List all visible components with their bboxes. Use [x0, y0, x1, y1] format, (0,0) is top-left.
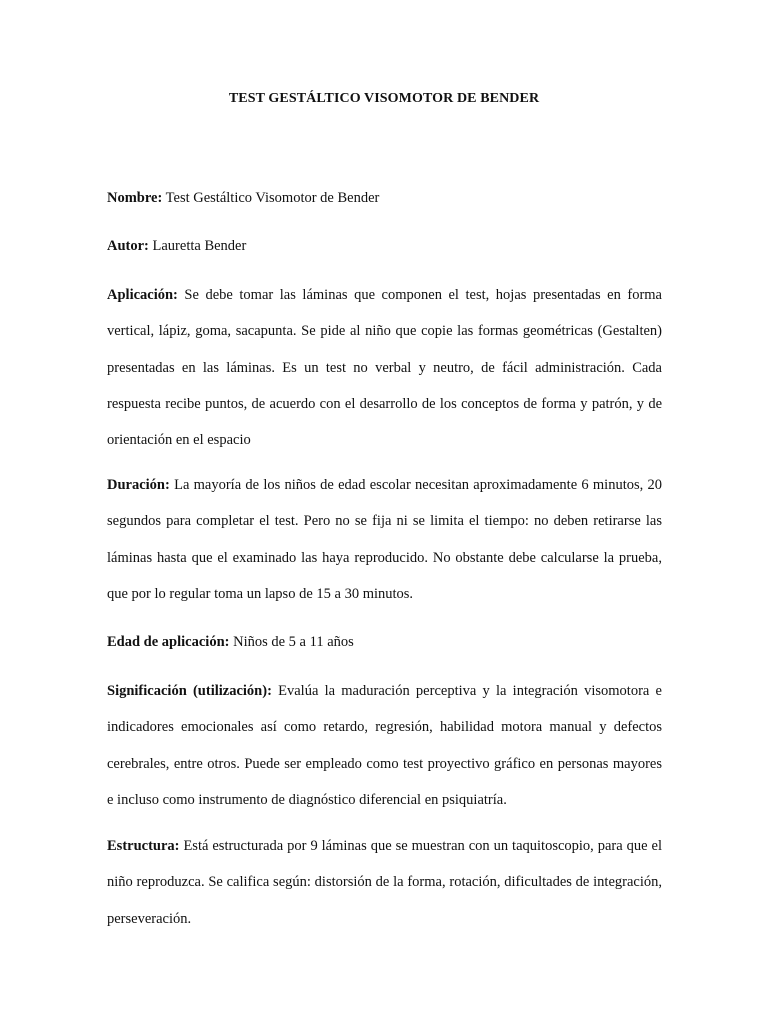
section-aplicacion — [107, 277, 662, 458]
section-autor — [107, 228, 662, 264]
section-estructura — [107, 828, 662, 937]
document-title: TEST GESTÁLTICO VISOMOTOR DE BENDER — [228, 91, 540, 106]
section-autor-label: Autor: — [107, 238, 149, 254]
section-duracion-text: La mayoría de los niños de edad escolar necesitan aproximadamente 6 minutos, 20 segundos para completar el test. Pero no se fija ni se limita el tiempo: no deben retirarse las láminas hasta que el examinado las haya reproducido. No obstante debe calcularse la prueba, que por lo regular toma un lapso de 15 a 30 minutos. — [107, 477, 662, 602]
section-autor-text: Lauretta Bender — [148, 238, 247, 254]
section-nombre — [107, 180, 662, 216]
section-duracion-label: Duración: — [107, 477, 170, 493]
section-significacion-text: Evalúa la maduración perceptiva y la integración visomotora e indicadores emocionales así como retardo, regresión, habilidad motora manual y defectos cerebrales, entre otros. Puede ser empleado como test proyectivo gráfico en personas mayores e incluso como instrumento de diagnóstico diferencial en psiquiatría. — [107, 683, 662, 808]
section-nombre-label: Nombre: — [107, 190, 163, 206]
section-edad-label: Edad de aplicación: — [107, 634, 230, 650]
section-significacion — [107, 673, 662, 818]
section-aplicacion-text: Se debe tomar las láminas que componen el test, hojas presentadas en forma vertical, lápiz, goma, sacapunta. Se pide al niño que copie las formas geométricas (Gestalten) presentadas en las láminas. Es un test no verbal y neutro, de fácil administración. Cada respuesta recibe puntos, de acuerdo con el desarrollo de los conceptos de forma y patrón, y de orientación en el espacio — [107, 287, 662, 449]
section-significacion-label: Significación (utilización): — [107, 683, 272, 699]
section-duracion — [107, 467, 662, 612]
section-edad — [107, 624, 662, 660]
section-aplicacion-label: Aplicación: — [107, 287, 178, 303]
section-estructura-label: Estructura: — [107, 838, 180, 854]
section-edad-text: Niños de 5 a 11 años — [229, 634, 354, 650]
section-nombre-text: Test Gestáltico Visomotor de Bender — [162, 190, 380, 206]
section-estructura-text: Está estructurada por 9 láminas que se muestran con un taquitoscopio, para que el niño reproduzca. Se califica según: distorsión de la forma, rotación, dificultades de integración, perseveración. — [107, 838, 662, 927]
